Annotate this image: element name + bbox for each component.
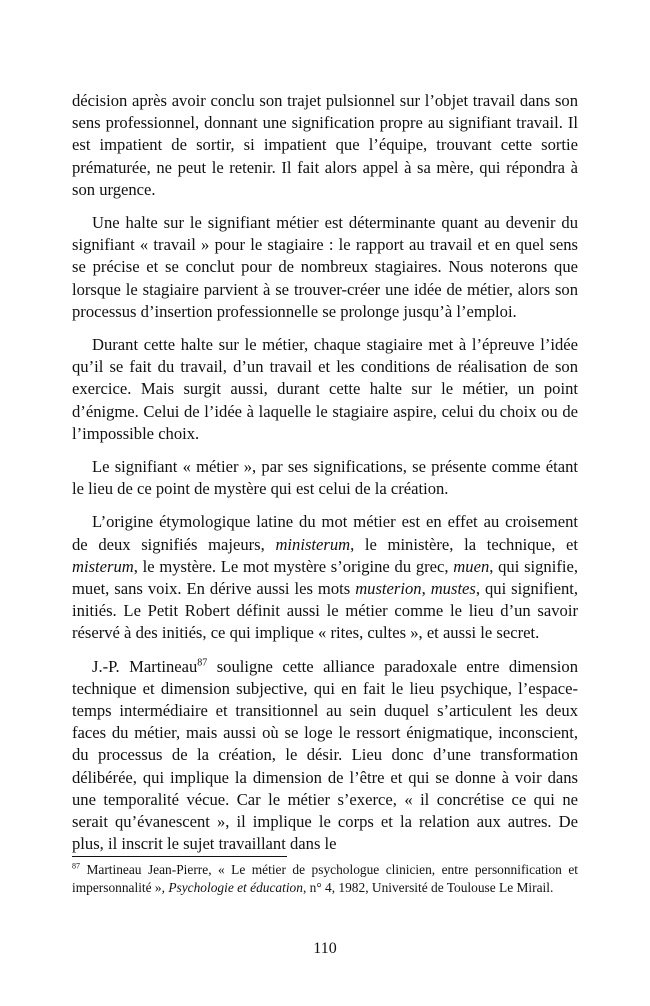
page-body (72, 90, 578, 867)
paragraph (72, 456, 578, 500)
text-run: souligne cette alliance paradoxale entre dimension technique et dimension subjective, qui en fait le lieu psychique, l’espace-temps intermédiaire et transitionnel au sein duquel s’articulent les deux faces du métier, mais aussi où se loge le ressort énigmatique, inconscient, du processus de la création, le désir. Lieu donc d’une transformation délibérée, qui implique la dimension de l’être et qui se donne à voir dans une temporalité vécue. Car le métier s’exerce, « il concrétise ce qui ne serait qu’évanescent », il implique le corps et la relation aux autres. De plus, il inscrit le sujet travaillant dans le (72, 656, 578, 854)
text-run: , le ministère, la technique, et (350, 534, 578, 554)
paragraph (72, 90, 578, 201)
italic-term: Psychologie et éducation (168, 880, 303, 895)
paragraph (72, 511, 578, 644)
text-run: décision après avoir conclu son trajet pulsionnel sur l’objet travail dans son sens professionnel, donnant une signification propre au signifiant travail. Il est impatient de sortir, si impatient que l’équipe, trouvant cette sortie prématurée, ne peut le retenir. Il fait alors appel à sa mère, qui répondra à son urgence. (72, 91, 578, 199)
text-run: , (421, 579, 431, 599)
paragraph (72, 656, 578, 856)
text-run: , qui signifie, muet, sans voix. En dérive aussi les mots (72, 556, 578, 599)
italic-term: mustes (430, 579, 476, 599)
italic-term: misterum (72, 556, 134, 576)
text-run: , n° 4, 1982, Université de Toulouse Le Mirail. (302, 880, 554, 895)
italic-term: musterion (355, 579, 422, 599)
footnote-reference: 87 (197, 657, 208, 669)
text-run: Martineau Jean-Pierre, « Le métier de psychologue clinicien, entre personnification et impersonnalité », (72, 862, 578, 895)
footnote (72, 861, 578, 897)
italic-term: muen (453, 556, 490, 576)
text-run: , qui signifient, initiés. Le Petit Robert définit aussi le métier comme le lieu d’un savoir réservé à des initiés, ce qui implique « rites, cultes », et aussi le secret. (72, 579, 579, 643)
text-run: Le signifiant « métier », par ses significations, se présente comme étant le lieu de ce point de mystère qui est celui de la création. (72, 457, 578, 499)
text-run: L’origine étymologique latine du mot métier est en effet au croisement de deux signifiés majeurs, (72, 512, 578, 554)
page-number: 110 (313, 940, 337, 957)
paragraph (72, 334, 578, 445)
text-run: Une halte sur le signifiant métier est déterminante quant au devenir du signifiant « travail » pour le stagiaire : le rapport au travail et en quel sens se précise et se conclut pour de nombreux stagiaires. Nous noterons que lorsque le stagiaire parvient à se trouver-créer une idée de métier, alors son processus d’insertion professionnelle se prolonge jusqu’à l’emploi. (72, 213, 578, 321)
paragraph (72, 212, 578, 323)
footnote-reference: 87 (72, 861, 80, 871)
footnote-separator (72, 856, 287, 857)
text-run: J.-P. Martineau (92, 656, 198, 676)
text-run: , le mystère. Le mot mystère s’origine du grec, (133, 556, 454, 576)
italic-term: ministerum (275, 534, 351, 554)
text-run: Durant cette halte sur le métier, chaque stagiaire met à l’épreuve l’idée qu’il se fait du travail, d’un travail et les conditions de réalisation de son exercice. Mais surgit aussi, durant cette halte sur le métier, un point d’énigme. Celui de l’idée à laquelle le stagiaire aspire, celui du choix ou de l’impossible choix. (72, 335, 578, 443)
